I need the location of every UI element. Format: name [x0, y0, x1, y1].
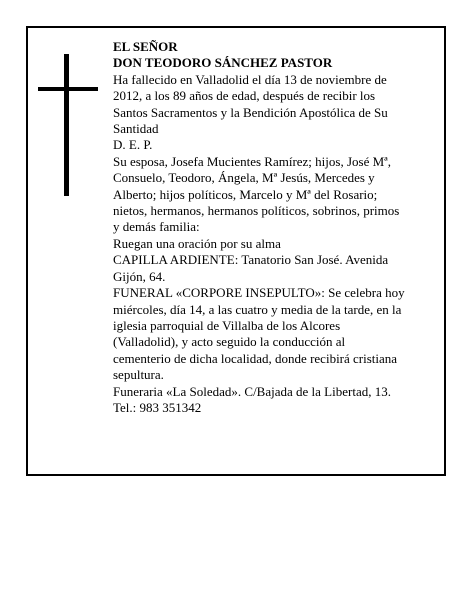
- body-line: Consuelo, Teodoro, Ángela, Mª Jesús, Mercedes y: [113, 170, 375, 186]
- cross-vertical-bar: [64, 54, 69, 196]
- body-line: miércoles, día 14, a las cuatro y media de la tarde, en la: [113, 301, 402, 317]
- body-line: Ruegan una oración por su alma: [113, 235, 281, 251]
- rip-line: D. E. P.: [113, 137, 153, 153]
- cross-horizontal-bar: [38, 87, 98, 91]
- body-line: Tel.: 983 351342: [113, 399, 202, 415]
- body-line: Funeraria «La Soledad». C/Bajada de la Libertad, 13.: [113, 383, 391, 399]
- obituary-text: [113, 39, 425, 416]
- title-line-1: EL SEÑOR: [113, 39, 178, 54]
- body-line: sepultura.: [113, 367, 164, 383]
- body-line: 2012, a los 89 años de edad, después de recibir los: [113, 88, 376, 104]
- body-line: iglesia parroquial de Villalba de los Alcores: [113, 317, 341, 333]
- body-line: (Valladolid), y acto seguido la conducción al: [113, 334, 346, 350]
- body-line: FUNERAL «CORPORE INSEPULTO»: Se celebra hoy: [113, 285, 405, 301]
- cross-icon: [38, 54, 98, 196]
- body-line: Gijón, 64.: [113, 268, 166, 284]
- body-line: nietos, hermanos, hermanos políticos, sobrinos, primos: [113, 203, 400, 219]
- body-line: Ha fallecido en Valladolid el día 13 de noviembre de: [113, 71, 387, 87]
- title-line-2: DON TEODORO SÁNCHEZ PASTOR: [113, 55, 333, 71]
- body-line: cementerio de dicha localidad, donde recibirá cristiana: [113, 350, 398, 366]
- body-line: Alberto; hijos políticos, Marcelo y Mª del Rosario;: [113, 186, 378, 202]
- body-line: Su esposa, Josefa Mucientes Ramírez; hijos, José Mª,: [113, 153, 391, 169]
- body-line: Santidad: [113, 121, 159, 137]
- body-line: Santos Sacramentos y la Bendición Apostólica de Su: [113, 104, 388, 120]
- body-line: y demás familia:: [113, 219, 200, 235]
- body-line: CAPILLA ARDIENTE: Tanatorio San José. Avenida: [113, 252, 389, 268]
